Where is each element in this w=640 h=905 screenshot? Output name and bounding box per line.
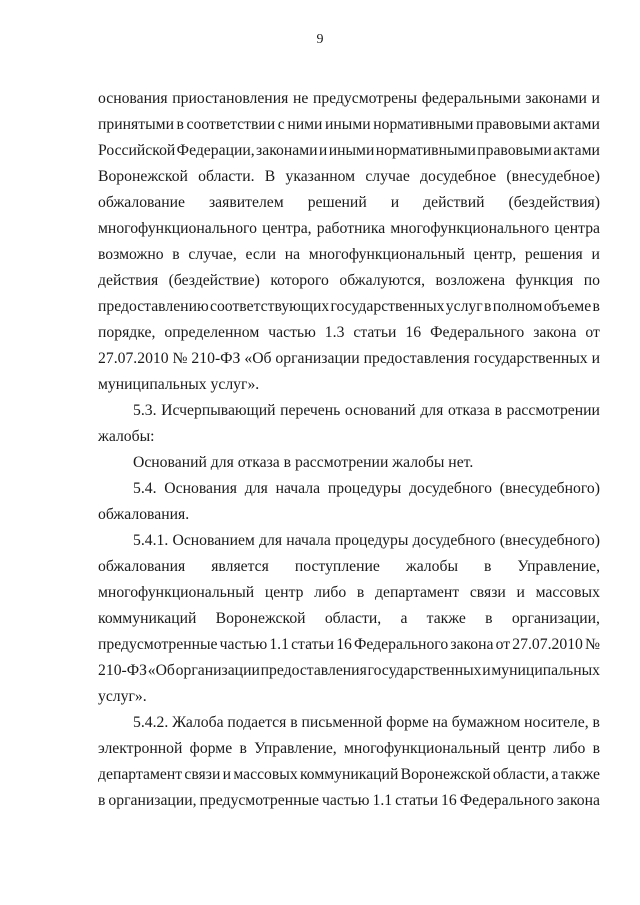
word: объеме	[543, 298, 592, 315]
word: коммуникаций	[299, 766, 399, 783]
word: «Об	[244, 350, 272, 367]
word: в	[592, 740, 600, 757]
word: центр	[264, 584, 304, 601]
word: иными	[328, 142, 375, 159]
word: 1.1	[269, 636, 289, 653]
word: на	[284, 246, 301, 263]
text-line	[98, 788, 600, 814]
word: 1.3	[324, 324, 345, 341]
word: носителе,	[524, 714, 589, 731]
word: нормативными	[375, 142, 476, 159]
word: связи	[184, 766, 221, 783]
word: 5.4.	[133, 480, 157, 497]
word: предусмотренные	[98, 636, 218, 653]
word: многофункциональный	[98, 584, 255, 601]
word: в	[98, 792, 106, 809]
word: законами	[525, 90, 587, 107]
word: 5.4.2.	[133, 714, 169, 731]
word: и	[591, 90, 600, 107]
word: массовых	[535, 584, 600, 601]
word: Основанием	[172, 532, 255, 549]
word: случае,	[188, 246, 237, 263]
word: организации,	[511, 610, 600, 627]
word: решений	[307, 194, 367, 211]
word: функция	[515, 272, 574, 289]
word: от	[585, 324, 600, 341]
word: 210-ФЗ	[98, 662, 148, 679]
word: и	[591, 350, 600, 367]
word: предусмотренные	[199, 792, 320, 809]
word: поступление	[294, 558, 380, 575]
word: предоставления	[260, 662, 367, 679]
text-line: обжалования.	[98, 506, 190, 523]
word: которого	[270, 272, 329, 289]
document-body	[98, 86, 600, 814]
word: области,	[492, 766, 550, 783]
word: статьи	[395, 792, 439, 809]
word: основания	[98, 90, 168, 107]
word: перечень	[280, 402, 341, 419]
word: Воронежской	[98, 168, 188, 185]
word: обжалование	[98, 194, 185, 211]
text-line	[98, 138, 600, 164]
word: а	[551, 766, 559, 783]
word: Воронежской	[400, 766, 491, 783]
word: и	[482, 662, 491, 679]
word: Жалоба	[172, 714, 224, 731]
word: 27.07.2010	[512, 636, 583, 653]
word: подается	[227, 714, 287, 731]
word: действий	[423, 194, 485, 211]
word: в	[592, 298, 600, 315]
text-line	[98, 658, 600, 684]
word: с	[277, 116, 285, 133]
word: если	[245, 246, 277, 263]
word: 16	[441, 792, 457, 809]
word: центра,	[262, 220, 312, 237]
word: (внесудебное)	[506, 168, 600, 185]
word: в	[485, 610, 493, 627]
text-line	[98, 762, 600, 788]
text-line	[98, 476, 600, 502]
word: 1.1	[372, 792, 393, 809]
word: закона	[556, 792, 600, 809]
word: решения	[524, 246, 583, 263]
word: 5.3.	[133, 402, 157, 419]
word: жалобы	[405, 558, 458, 575]
word: Воронежской	[215, 610, 306, 627]
word: и	[318, 142, 328, 159]
word: закона	[450, 636, 494, 653]
word: услуг	[445, 298, 483, 315]
word: порядке,	[98, 324, 156, 341]
word: и	[516, 584, 525, 601]
word: оснований	[344, 402, 416, 419]
word: и	[390, 194, 400, 211]
word: приостановления	[172, 90, 289, 107]
text-line	[98, 190, 600, 216]
word: центр,	[473, 246, 517, 263]
word: предусмотрены	[312, 90, 418, 107]
text-line	[98, 580, 600, 606]
text-line	[98, 112, 600, 138]
word: (внесудебного)	[499, 480, 600, 497]
word: №	[172, 350, 188, 367]
word: соответствующих	[210, 298, 330, 315]
word: государственных	[473, 350, 588, 367]
word: государственных	[330, 298, 445, 315]
word: государственных	[367, 662, 482, 679]
word: области.	[198, 168, 255, 185]
word: в	[484, 298, 492, 315]
word: также	[560, 766, 600, 783]
word: процедуры	[327, 480, 402, 497]
word: возложена	[435, 272, 506, 289]
word: (бездействие)	[168, 272, 260, 289]
word: соответствии	[186, 116, 276, 133]
word: для	[259, 532, 283, 549]
word: нормативными	[373, 116, 474, 133]
word: Управление,	[517, 558, 600, 575]
word: массовых	[233, 766, 298, 783]
word: также	[426, 610, 466, 627]
text-line	[98, 86, 600, 112]
word: Исчерпывающий	[161, 402, 276, 419]
word: 16	[336, 636, 352, 653]
word: №	[585, 636, 600, 653]
word: департамент	[98, 766, 183, 783]
word: 210-ФЗ	[191, 350, 241, 367]
word: Российской	[98, 142, 176, 159]
word: процедуры	[334, 532, 409, 549]
text-line: муниципальных услуг».	[98, 376, 260, 393]
word: в	[483, 558, 492, 575]
word: досудебное	[420, 168, 497, 185]
text-line	[98, 242, 600, 268]
word: для	[420, 402, 444, 419]
word: многофункционального	[390, 220, 550, 237]
word: а	[400, 610, 408, 627]
word: в	[494, 402, 502, 419]
word: ними	[287, 116, 323, 133]
word: отказа	[447, 402, 490, 419]
word: законами	[256, 142, 318, 159]
word: (внесудебного)	[499, 532, 600, 549]
word: статьи	[353, 324, 397, 341]
word: рассмотрении	[506, 402, 600, 419]
word: частью	[268, 324, 316, 341]
word: Федерального	[354, 636, 449, 653]
word: работника	[316, 220, 386, 237]
page-number: 9	[316, 32, 324, 47]
word: начала	[286, 532, 331, 549]
word: организации	[275, 350, 360, 367]
word: и	[591, 246, 600, 263]
text-line	[98, 346, 600, 372]
word: многофункциональный	[343, 740, 501, 757]
word: бумажном	[451, 714, 521, 731]
word: электронной	[98, 740, 183, 757]
word: правовыми	[477, 142, 552, 159]
text-line	[98, 164, 600, 190]
text-line	[98, 632, 600, 658]
text-line: услуг».	[98, 688, 147, 705]
word: обжалуются,	[339, 272, 426, 289]
word: является	[211, 558, 269, 575]
text-line	[98, 710, 600, 736]
word: предоставлению	[98, 298, 209, 315]
text-line: жалобы:	[98, 428, 155, 445]
word: для	[244, 480, 268, 497]
word: коммуникаций	[98, 610, 197, 627]
word: предоставления	[363, 350, 470, 367]
word: досудебного	[409, 480, 492, 497]
word: определенном	[164, 324, 260, 341]
word: актами	[553, 116, 600, 133]
word: форме	[189, 740, 233, 757]
word: полном	[492, 298, 543, 315]
text-line	[98, 216, 600, 242]
word: Основания	[164, 480, 237, 497]
word: частью	[321, 792, 370, 809]
word: указанном	[285, 168, 356, 185]
word: Федерации,	[176, 142, 255, 159]
word: в	[592, 714, 600, 731]
word: центр	[507, 740, 547, 757]
text-line	[98, 398, 600, 424]
word: в	[356, 584, 365, 601]
word: федеральными	[421, 90, 521, 107]
word: от	[495, 636, 511, 653]
word: области,	[324, 610, 382, 627]
word: департамент	[375, 584, 460, 601]
word: связи	[469, 584, 506, 601]
word: форме	[386, 714, 429, 731]
word: возможно	[98, 246, 164, 263]
word: по	[583, 272, 600, 289]
text-line	[98, 268, 600, 294]
word: и	[222, 766, 232, 783]
word: организации,	[108, 792, 197, 809]
word: в	[290, 714, 298, 731]
word: обжалования	[98, 558, 186, 575]
word: 16	[405, 324, 422, 341]
word: начала	[275, 480, 321, 497]
text-line	[98, 606, 600, 632]
word: Федерального	[430, 324, 525, 341]
text-line	[98, 320, 600, 346]
text-line	[98, 736, 600, 762]
word: многофункционального	[98, 220, 257, 237]
word: либо	[553, 740, 586, 757]
text-line: Оснований для отказа в рассмотрении жалобы нет.	[133, 454, 474, 471]
word: «Об	[147, 662, 175, 679]
word: частью	[219, 636, 268, 653]
word: заявителем	[208, 194, 284, 211]
text-line	[98, 528, 600, 554]
word: организации	[175, 662, 260, 679]
word: случае	[365, 168, 410, 185]
word: муниципальных	[491, 662, 600, 679]
word: центра	[554, 220, 600, 237]
word: закона	[533, 324, 577, 341]
word: принятыми	[98, 116, 174, 133]
text-line	[98, 294, 600, 320]
word: иными	[325, 116, 371, 133]
word: статьи	[291, 636, 335, 653]
word: 5.4.1.	[133, 532, 169, 549]
word: Федерального	[459, 792, 554, 809]
word: в	[176, 116, 184, 133]
word: актами	[553, 142, 600, 159]
word: на	[432, 714, 448, 731]
text-line	[98, 554, 600, 580]
word: действия	[98, 272, 159, 289]
word: Управление,	[254, 740, 337, 757]
word: либо	[314, 584, 347, 601]
word: не	[292, 90, 309, 107]
word: многофункциональный	[308, 246, 465, 263]
word: досудебного	[412, 532, 496, 549]
word: в	[239, 740, 247, 757]
word: В	[264, 168, 276, 185]
word: 27.07.2010	[98, 350, 169, 367]
word: письменной	[301, 714, 383, 731]
word: в	[172, 246, 180, 263]
word: правовыми	[475, 116, 551, 133]
word: (бездействия)	[508, 194, 600, 211]
